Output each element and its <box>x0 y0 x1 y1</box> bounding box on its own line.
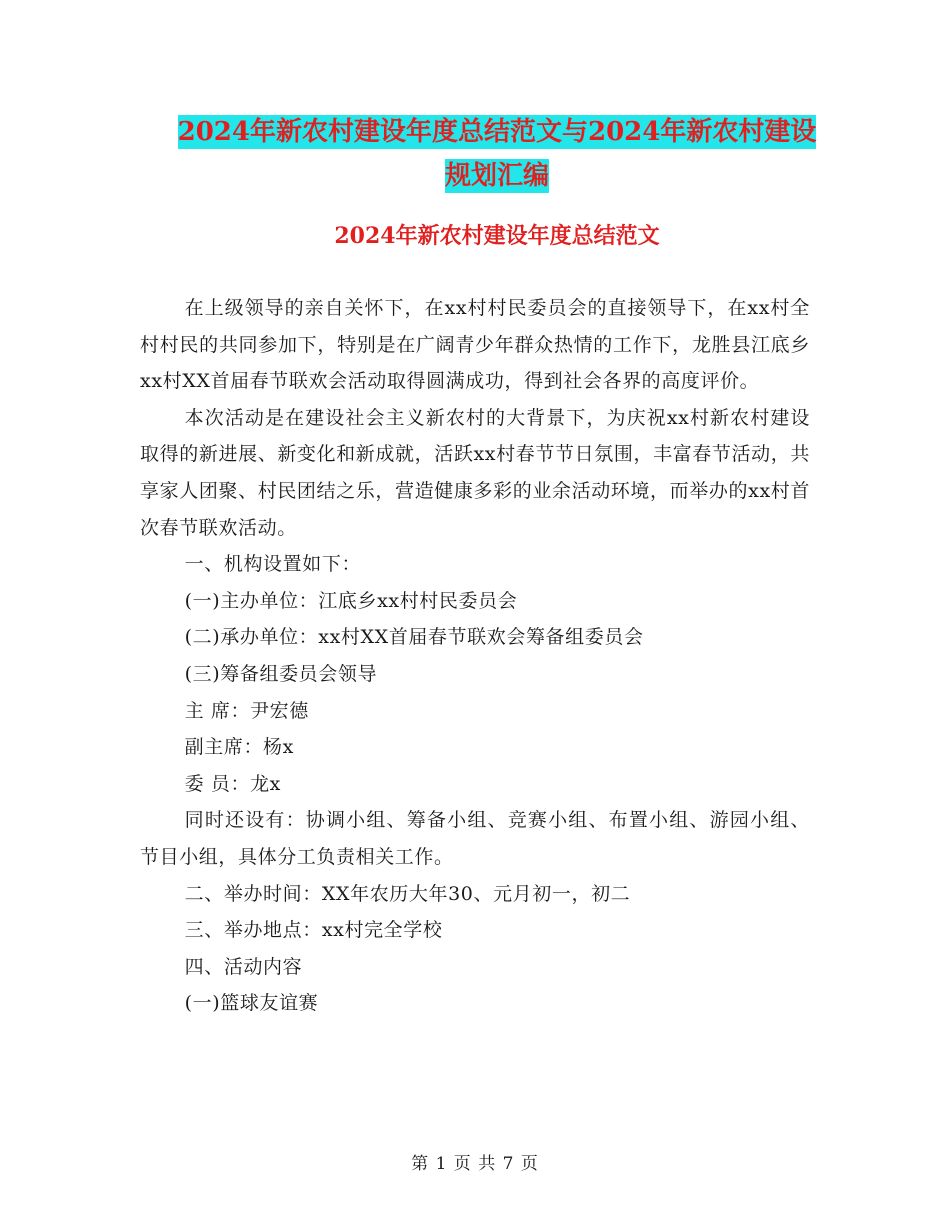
document-title-line-1: 2024年新农村建设年度总结范文与2024年新农村建设 <box>177 117 817 147</box>
document-title-line-2: 规划汇编 <box>444 161 549 191</box>
paragraph-vice-chairman: 副主席：杨x <box>184 736 294 759</box>
paragraph-basketball: (一)篮球友谊赛 <box>184 992 319 1015</box>
paragraph-groups: 同时还设有：协调小组、筹备小组、竞赛小组、布置小组、游园小组、节目小组，具体分工负责相关工作。 <box>140 809 810 868</box>
paragraph-background: 本次活动是在建设社会主义新农村的大背景下，为庆祝xx村新农村建设取得的新进展、新变化和新成就，活跃xx村春节节日氛围，丰富春节活动，共享家人团聚、村民团结之乐，营造健康多彩的业余活动环境，而举办的xx村首次春节联欢活动。 <box>140 406 810 539</box>
paragraph-member: 委 员：龙x <box>184 772 281 795</box>
paragraph-organizer-unit: (二)承办单位：xx村XX首届春节联欢会筹备组委员会 <box>184 626 644 649</box>
paragraph-intro: 在上级领导的亲自关怀下，在xx村村民委员会的直接领导下，在xx村全村村民的共同参加下，特别是在广阔青少年群众热情的工作下，龙胜县江底乡xx村XX首届春节联欢会活动取得圆满成功，得到社会各界的高度评价。 <box>140 297 810 393</box>
document-body <box>140 290 810 1022</box>
document-title <box>140 110 854 198</box>
paragraph-time: 二、举办时间：XX年农历大年30、元月初一，初二 <box>184 882 631 905</box>
paragraph-committee-leaders: (三)筹备组委员会领导 <box>184 662 378 685</box>
paragraph-chairman: 主 席：尹宏德 <box>184 699 309 722</box>
page-footer: 第 1 页 共 7 页 <box>411 1154 539 1174</box>
paragraph-location: 三、举办地点：xx村完全学校 <box>184 919 443 942</box>
paragraph-activities-heading: 四、活动内容 <box>184 955 303 978</box>
paragraph-host-unit: (一)主办单位：江底乡xx村村民委员会 <box>184 589 518 612</box>
section-title: 2024年新农村建设年度总结范文 <box>334 223 660 249</box>
paragraph-heading-organization: 一、机构设置如下： <box>184 553 362 576</box>
